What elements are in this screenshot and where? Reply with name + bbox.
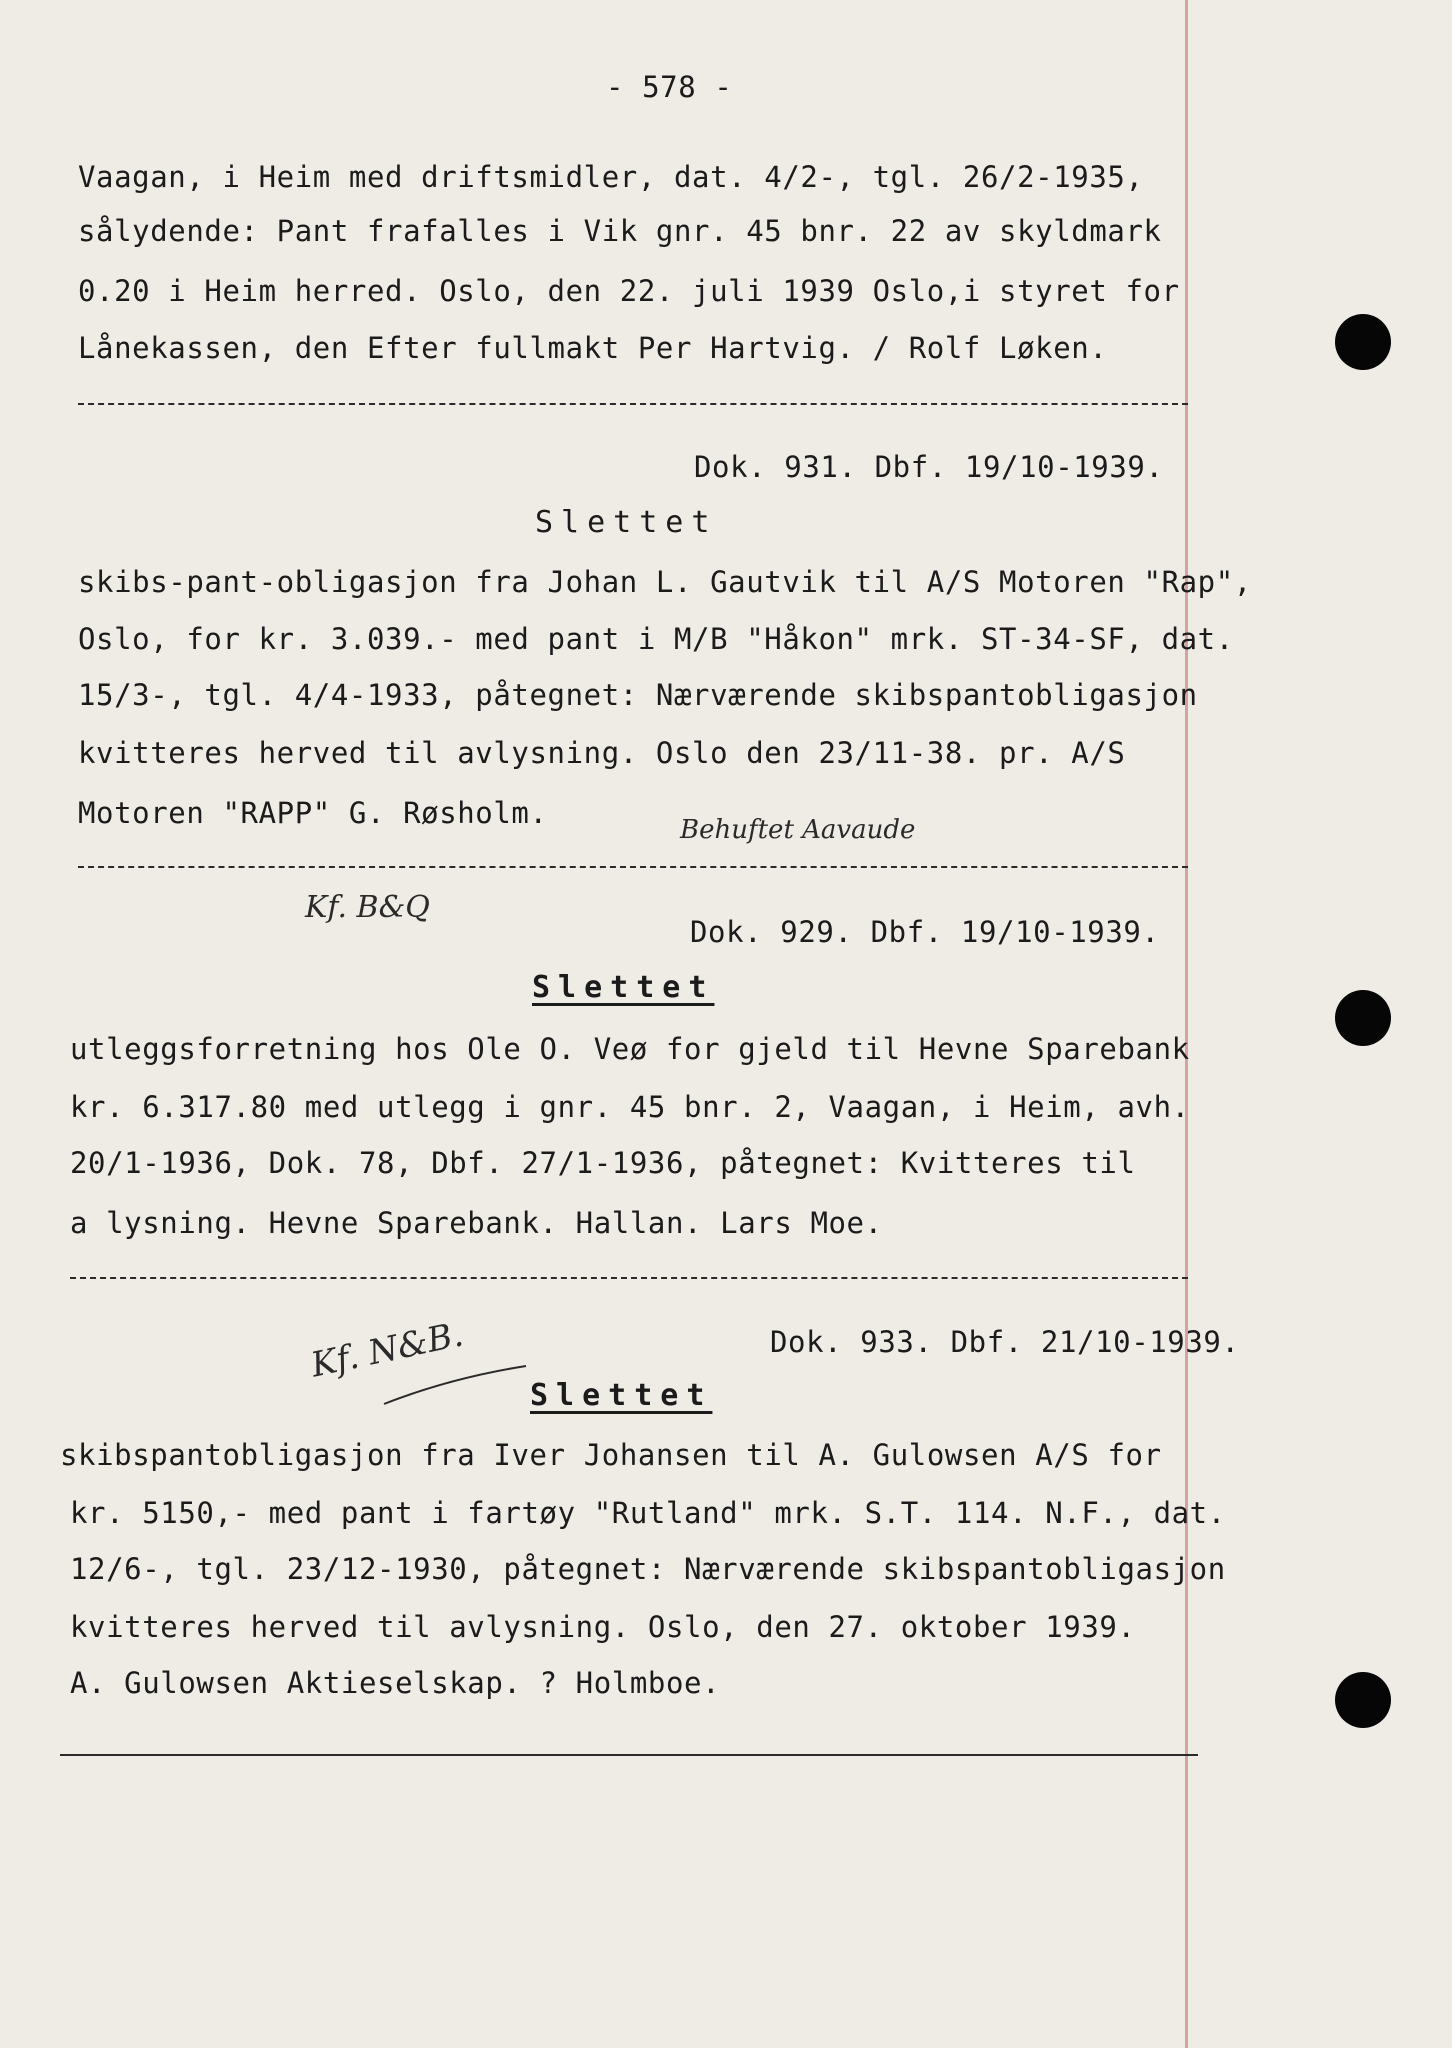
text-line: Oslo, for kr. 3.039.- med pant i M/B "Håkon" mrk. ST-34-SF, dat. (78, 622, 1234, 656)
text-line: Lånekassen, den Efter fullmakt Per Hartvig. / Rolf Løken. (78, 331, 1108, 365)
text-line: kr. 6.317.80 med utlegg i gnr. 45 bnr. 2, Vaagan, i Heim, avh. (70, 1090, 1190, 1124)
punch-hole-top (1335, 314, 1391, 370)
text-line: a lysning. Hevne Sparebank. Hallan. Lars Moe. (70, 1206, 883, 1240)
punch-hole-bottom (1335, 1672, 1391, 1728)
handwritten-signature: Behuftet Aavaude (680, 815, 916, 845)
text-line: kr. 5150,- med pant i fartøy "Rutland" mrk. S.T. 114. N.F., dat. (70, 1496, 1226, 1530)
text-line: 20/1-1936, Dok. 78, Dbf. 27/1-1936, påtegnet: Kvitteres til (70, 1146, 1136, 1180)
text-line: kvitteres herved til avlysning. Oslo, den 27. oktober 1939. (70, 1610, 1136, 1644)
margin-rule (1185, 0, 1188, 2048)
text-line: sålydende: Pant frafalles i Vik gnr. 45 bnr. 22 av skyldmark (78, 214, 1162, 248)
entry-reference: Dok. 931. Dbf. 19/10-1939. (694, 450, 1164, 484)
entry-separator (78, 403, 1188, 405)
text-line: Motoren "RAPP" G. Røsholm. (78, 796, 548, 830)
entry-separator (60, 1754, 1198, 1756)
entry-reference: Dok. 933. Dbf. 21/10-1939. (770, 1325, 1240, 1359)
text-line: A. Gulowsen Aktieselskap. ? Holmboe. (70, 1666, 721, 1700)
text-line: 12/6-, tgl. 23/12-1930, påtegnet: Nærværende skibspantobligasjon (70, 1552, 1226, 1586)
entry-separator (78, 866, 1188, 868)
text-line: skibspantobligasjon fra Iver Johansen til A. Gulowsen A/S for (60, 1438, 1162, 1472)
text-line: utleggsforretning hos Ole O. Veø for gjeld til Hevne Sparebank (70, 1032, 1190, 1066)
entry-heading: Slettet (535, 505, 718, 540)
text-line: skibs-pant-obligasjon fra Johan L. Gautvik til A/S Motoren "Rap", (78, 565, 1252, 599)
pen-stroke (380, 1360, 530, 1410)
page-number: - 578 - (606, 70, 733, 104)
text-line: Vaagan, i Heim med driftsmidler, dat. 4/2-, tgl. 26/2-1935, (78, 160, 1144, 194)
punch-hole-middle (1335, 990, 1391, 1046)
text-line: 15/3-, tgl. 4/4-1933, påtegnet: Nærværende skibspantobligasjon (78, 678, 1198, 712)
entry-heading: Slettet (532, 970, 715, 1005)
margin-note: Kf. N&B. (307, 1314, 467, 1386)
text-line: 0.20 i Heim herred. Oslo, den 22. juli 1939 Oslo,i styret for (78, 274, 1180, 308)
entry-reference: Dok. 929. Dbf. 19/10-1939. (690, 915, 1160, 949)
text-line: kvitteres herved til avlysning. Oslo den 23/11-38. pr. A/S (78, 736, 1126, 770)
entry-heading: Slettet (530, 1378, 713, 1413)
margin-note: Kf. B&Q (305, 890, 430, 925)
entry-separator (70, 1277, 1188, 1279)
